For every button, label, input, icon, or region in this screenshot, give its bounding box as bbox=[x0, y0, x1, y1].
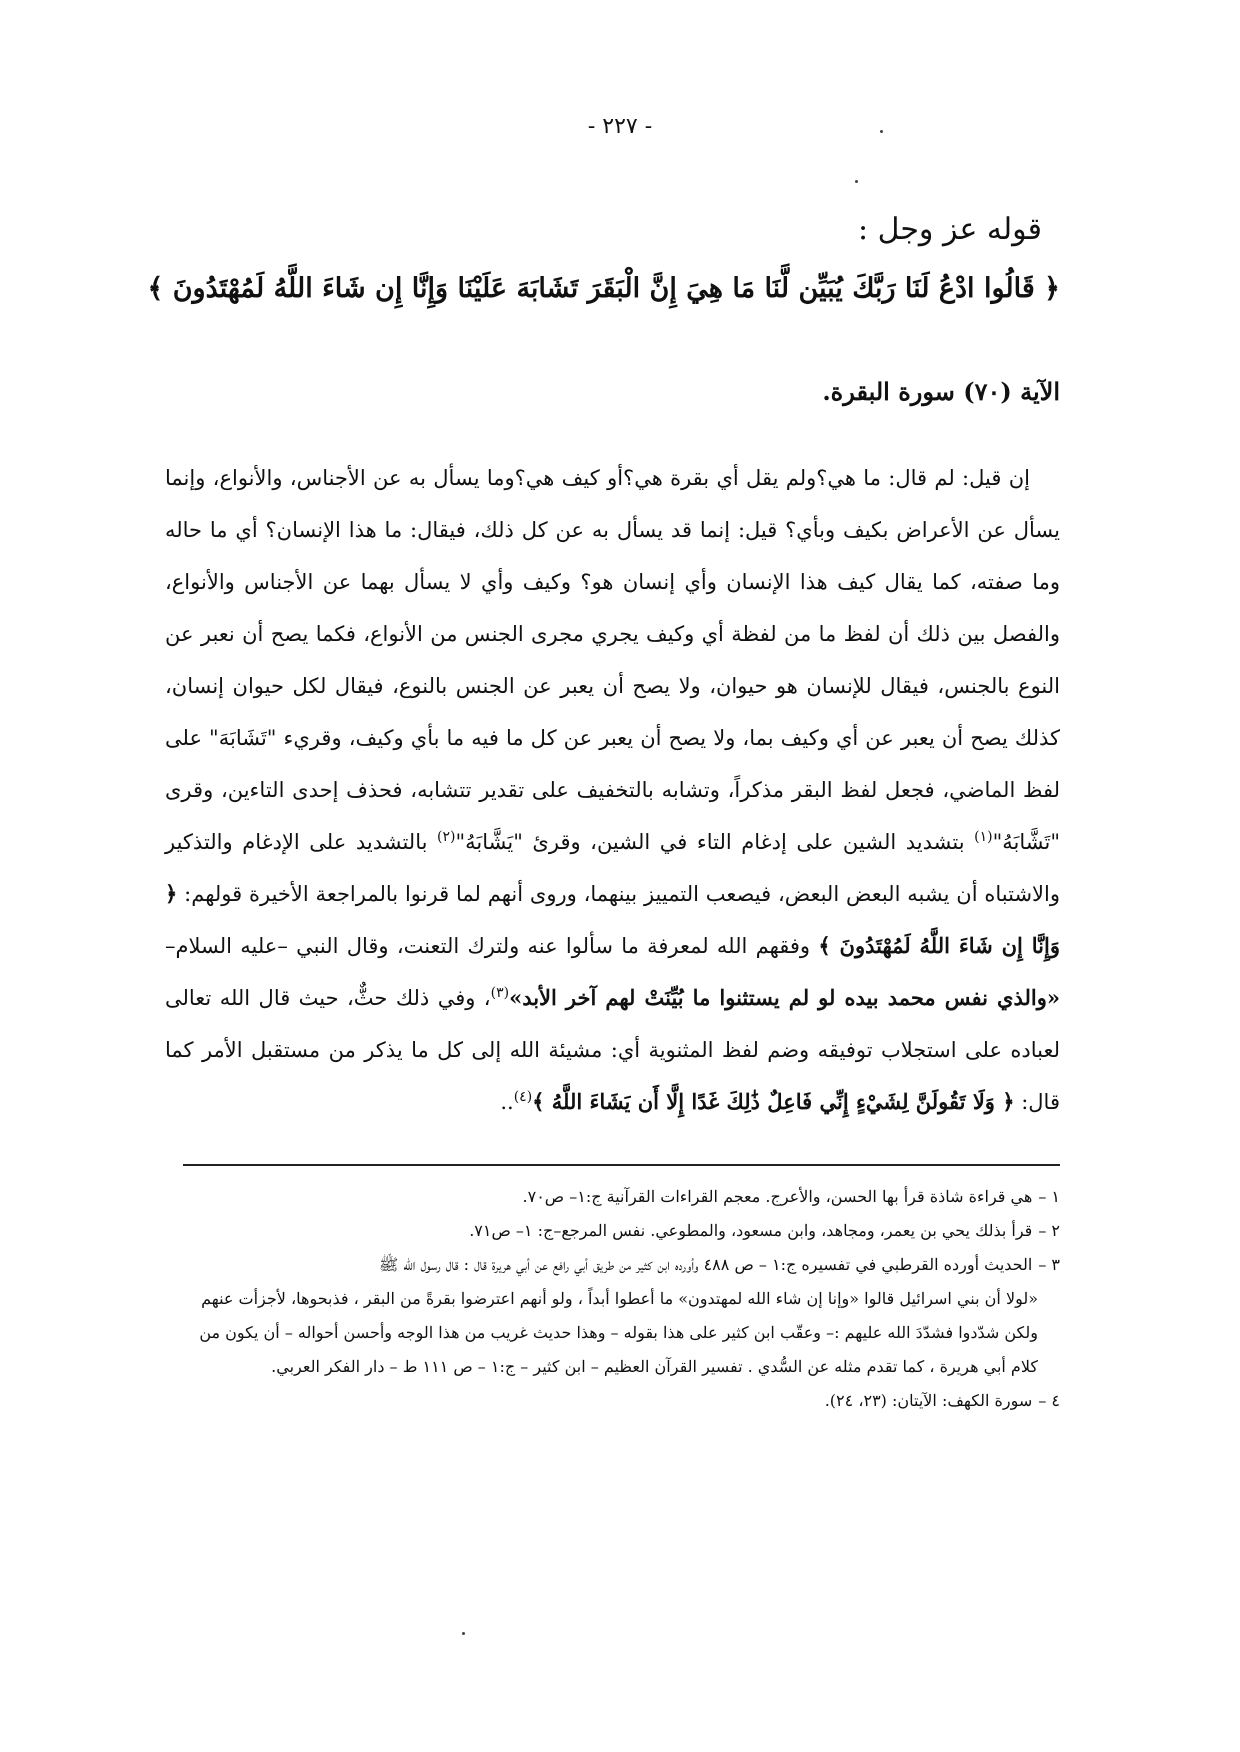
footnote-3-continued bbox=[165, 1282, 1060, 1316]
footnote-text: «لولا أن بني اسرائيل قالوا «وإنا إن شاء الله لمهتدون» ما أعطوا أبداً ، ولو أنهم اعترضوا بقرةً من البقر ، فذبحوها، لأجزأت عنهم bbox=[201, 1289, 1038, 1308]
footnote-ref-3: (٣) bbox=[490, 985, 510, 1001]
scan-speck bbox=[880, 130, 883, 133]
footnote-1 bbox=[165, 1180, 1060, 1214]
quoted-verse: ﴿ وَإِنَّا إِن شَاءَ اللَّهُ لَمُهْتَدُونَ ﴾ bbox=[165, 881, 1060, 958]
footnote-3 bbox=[165, 1248, 1060, 1282]
footnote-3-continued bbox=[165, 1350, 1060, 1384]
footnote-text: هي قراءة شاذة قرأ بها الحسن، والأعرج. معجم القراءات القرآنية ج:١– ص٧٠. bbox=[522, 1187, 1033, 1206]
page-number: - ٢٢٧ - bbox=[587, 114, 653, 139]
footnote-3-continued bbox=[165, 1316, 1060, 1350]
body-segment: إن قيل: لم قال: ما هي؟ولم يقل أي بقرة هي؟أو كيف هي؟وما يسأل به عن الأجناس، والأنواع، وإنما يسأل عن الأعراض بكيف وبأي؟ قيل: إنما قد يسأل به عن كل ذلك، فيقال: ما هذا الإنسان؟ أي ما حاله وما صفته، كما يقال كيف هذا الإنسان وأي إنسان هو؟ وكيف وأي لا يسأل بهما عن الأجناس والأنواع، والفصل بين ذلك أن لفظ ما من لفظة أي وكيف يجري مجرى الجنس من الأنواع، فكما يصح أن نعبر عن النوع بالجنس، فيقال للإنسان هو حيوان، ولا يصح أن يعبر عن الجنس بالنوع، فيقال لكل حيوان إنسان، كذلك يصح أن يعبر عن أي وكيف بما، ولا يصح أن يعبر عن كل ما فيه ما بأي وكيف، وقريء "تَشَابَهَ" على لفظ الماضي، فجعل لفظ البقر مذكراً، وتشابه بالتخفيف على تقدير تتشابه، فحذف إحدى التاءين، وقرى "تَشَّابَهُ" bbox=[165, 466, 1060, 854]
footnote-2 bbox=[165, 1214, 1060, 1248]
footnote-number: ٤ – bbox=[1038, 1391, 1060, 1410]
footnote-number: ٣ – bbox=[1038, 1255, 1060, 1274]
commentary-body bbox=[165, 452, 1060, 1128]
body-segment: .. bbox=[500, 1090, 514, 1114]
footnote-ref-1: (١) bbox=[974, 829, 993, 845]
hadith-quote: «والذي نفس محمد بيده لو لم يستثنوا ما بُيِّنَتْ لهم آخر الأبد» bbox=[509, 985, 1060, 1010]
quoted-verse: ﴿ وَلَا تَقُولَنَّ لِشَيْءٍ إِنِّي فَاعِلٌ ذَٰلِكَ غَدًا إِلَّا أَن يَشَاءَ اللَّهُ ﴾ bbox=[532, 1089, 1015, 1114]
footnote-text: الحديث أورده القرطبي في تفسيره ج:١ – ص ٤٨٨ وأورده ابن كثير من طريق أبي رافع عن أبي هريرة قال : قال رسول الله ﷺ bbox=[379, 1255, 1033, 1274]
footnote-ref-2: (٢) bbox=[437, 829, 456, 845]
footnote-text: كلام أبي هريرة ، كما تقدم مثله عن السُّدي . تفسير القرآن العظيم – ابن كثير – ج:١ – ص ١١١ ط – دار الفكر العربي. bbox=[271, 1357, 1038, 1376]
verse-reference: الآية (٧٠) سورة البقرة. bbox=[822, 377, 1060, 406]
section-heading: قوله عز وجل : bbox=[858, 212, 1042, 247]
scan-speck bbox=[855, 180, 858, 183]
body-segment: ، وفي ذلك حثٌّ، حيث قال الله تعالى لعباده على استجلاب توفيقه وضم لفظ المثنوية أي: مشيئة الله إلى كل ما يذكر من مستقبل الأمر كما قال: bbox=[165, 986, 1060, 1114]
footnotes bbox=[165, 1180, 1060, 1418]
footnote-number: ٢ – bbox=[1038, 1221, 1060, 1240]
body-segment: وفقهم الله لمعرفة ما سألوا عنه ولترك التعنت، وقال النبي –عليه السلام– bbox=[165, 934, 819, 958]
footnote-number: ١ – bbox=[1038, 1187, 1060, 1206]
footnote-text: سورة الكهف: الآيتان: (٢٣، ٢٤). bbox=[824, 1391, 1033, 1410]
footnote-text: ولكن شدّدوا فشدّدَ الله عليهم :– وعقّب ابن كثير على هذا بقوله – وهذا حديث غريب من هذا الوجه وأحسن أحواله – أن يكون من bbox=[199, 1323, 1038, 1342]
body-segment: بالتشديد على الإدغام والتذكير والاشتباه أن يشبه البعض البعض، فيصعب التمييز بينهما، وروى أنهم لما قرنوا بالمراجعة الأخيرة قولهم: bbox=[165, 830, 1060, 906]
commentary-paragraph bbox=[165, 452, 1060, 1128]
scan-speck bbox=[462, 1632, 465, 1635]
body-segment: بتشديد الشين على إدغام التاء في الشين، وقرئ "يَشَّابَهُ" bbox=[455, 830, 975, 854]
footnote-4 bbox=[165, 1384, 1060, 1418]
footnote-ref-4: (٤) bbox=[513, 1089, 533, 1105]
quran-verse: ﴿ قَالُوا ادْعُ لَنَا رَبَّكَ يُبَيِّن لَّنَا مَا هِيَ إِنَّ الْبَقَرَ تَشَابَهَ عَلَيْنَا وَإِنَّا إِن شَاءَ اللَّهُ لَمُهْتَدُونَ ﴾ bbox=[147, 273, 1060, 304]
footnote-divider bbox=[183, 1164, 1060, 1166]
footnote-text: قرأ بذلك يحي بن يعمر، ومجاهد، وابن مسعود، والمطوعي. نفس المرجع–ج: ١– ص٧١. bbox=[469, 1221, 1033, 1240]
